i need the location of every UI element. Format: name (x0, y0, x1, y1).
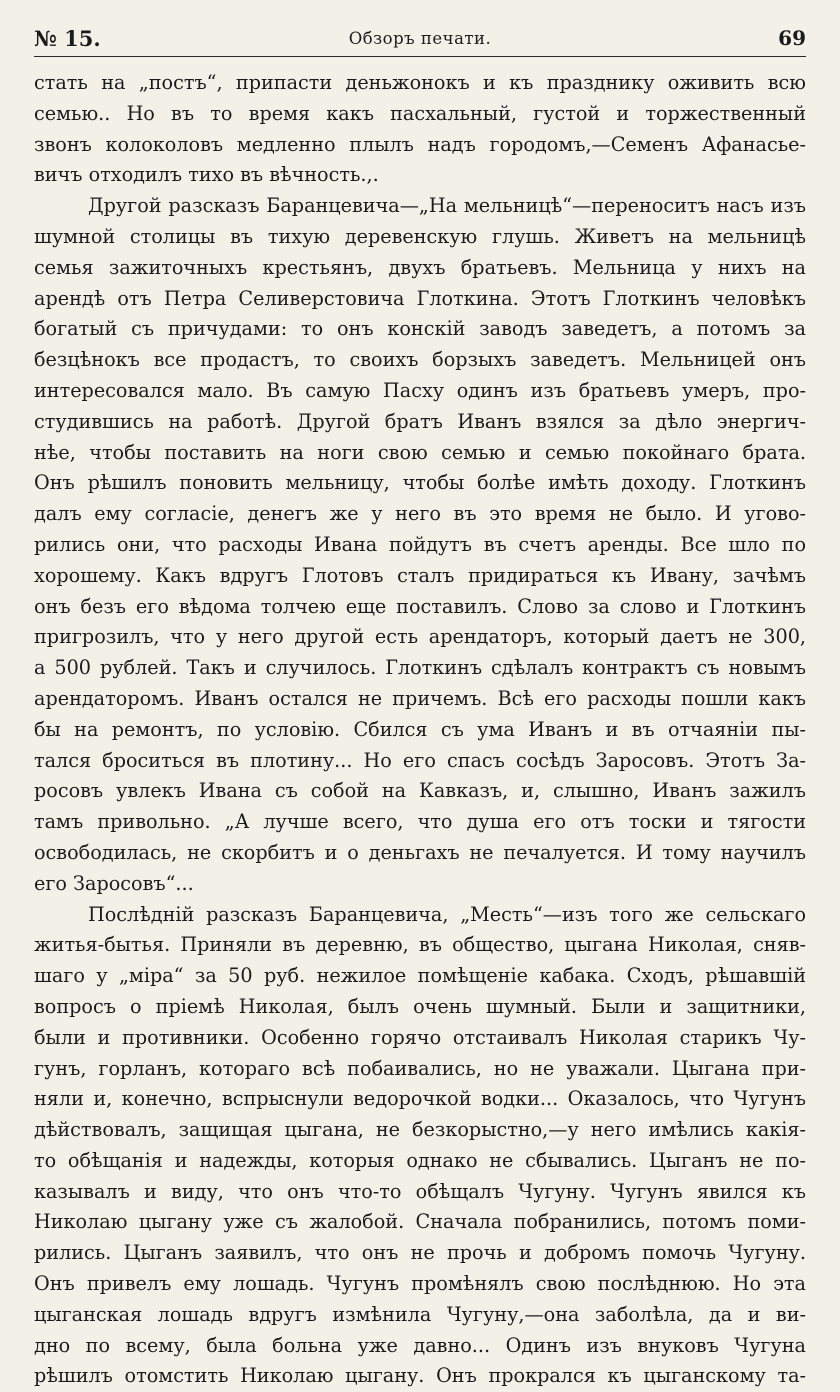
text-line: рились. Цыганъ заявилъ, что онъ не прочь и добромъ помочь Чугуну. (34, 1241, 806, 1265)
text-line: гунъ, горланъ, котораго всѣ побаивались, но не уважали. Цыгана при- (34, 1056, 806, 1080)
text-line: рились они, что расходы Ивана пойдутъ въ счетъ аренды. Все шло по (34, 532, 806, 556)
text-line: няли и, конечно, вспрыснули ведорочкой водки... Оказалось, что Чугунъ (34, 1087, 806, 1111)
text-line: то обѣщанія и надежды, которыя однако не сбывались. Цыганъ не по- (34, 1148, 806, 1172)
text-line: бы на ремонтъ, по условію. Сбился съ ума Иванъ и въ отчаяніи пы- (34, 717, 806, 741)
text-line: дно по всему, была больна уже давно... Одинъ изъ внуковъ Чугуна (34, 1333, 806, 1357)
text-line: безцѣнокъ все продастъ, то своихъ борзыхъ заведетъ. Мельницей онъ (34, 348, 806, 372)
text-line: казывалъ и виду, что онъ что-то обѣщалъ Чугуну. Чугунъ явился къ (34, 1179, 806, 1203)
text-line: вопросъ о пріемѣ Николая, былъ очень шумный. Были и защитники, (34, 994, 806, 1018)
text-line: тался броситься въ плотину... Но его спасъ сосѣдъ Заросовъ. Этотъ За- (34, 748, 806, 772)
text-line: его Заросовъ“... (34, 871, 194, 895)
text-line: хорошему. Какъ вдругъ Глотовъ сталъ придираться къ Ивану, зачѣмъ (34, 563, 806, 587)
text-line: стать на „постъ“, припасти деньжонокъ и къ празднику оживить всю (34, 71, 806, 94)
text-line: а 500 рублей. Такъ и случилось. Глоткинъ сдѣлалъ контрактъ съ новымъ (34, 656, 806, 680)
text-line: далъ ему согласіе, денегъ же у него въ это время не было. И угово- (34, 502, 806, 526)
text-line: рѣшилъ отомстить Николаю цыгану. Онъ прокрался къ цыганскому та- (34, 1364, 806, 1388)
text-line: житья-бытья. Приняли въ деревню, въ общество, цыгана Николая, сняв- (34, 933, 806, 957)
text-line: Онъ привелъ ему лошадь. Чугунъ промѣнялъ свою послѣднюю. Но эта (34, 1272, 806, 1296)
text-line: Николаю цыгану уже съ жалобой. Сначала побранились, потомъ поми- (34, 1210, 806, 1234)
text-line: тамъ привольно. „А лучше всего, что душа его отъ тоски и тягости (34, 810, 806, 834)
text-line: вичъ отходилъ тихо въ вѣчность.,. (34, 163, 379, 187)
text-line: цыганская лошадь вдругъ измѣнила Чугуну,—она заболѣла, да и ви- (34, 1302, 806, 1326)
text-line: шаго у „міра“ за 50 руб. нежилое помѣщеніе кабака. Сходъ, рѣшавшій (34, 964, 806, 988)
text-line: росовъ увлекъ Ивана съ собой на Кавказъ, и, слышно, Иванъ зажилъ (34, 779, 806, 803)
text-line: интересовался мало. Въ самую Пасху одинъ изъ братьевъ умеръ, про- (34, 378, 806, 402)
text-line: семью.. Но въ то время какъ пасхальный, густой и торжественный (34, 101, 806, 125)
text-line: онъ безъ его вѣдома толчею еще поставилъ. Слово за слово и Глоткинъ (34, 594, 806, 618)
text-line: нѣе, чтобы поставить на ноги свою семью и семью покойнаго брата. (34, 440, 806, 464)
text-line: Другой разсказъ Баранцевича—„На мельницѣ“—переноситъ насъ изъ (88, 194, 806, 218)
text-line: арендѣ отъ Петра Селиверстовича Глоткина. Этотъ Глоткинъ человѣкъ (34, 286, 806, 310)
text-line: пригрозилъ, что у него другой есть арендаторъ, который даетъ не 300, (34, 625, 806, 649)
text-line: шумной столицы въ тихую деревенскую глушь. Живетъ на мельницѣ (34, 224, 806, 248)
text-line: богатый съ причудами: то онъ конскій заводъ заведетъ, а потомъ за (34, 317, 806, 341)
text-line: арендаторомъ. Иванъ остался не причемъ. Всѣ его расходы пошли какъ (34, 686, 806, 710)
text-line: студившись на работѣ. Другой братъ Иванъ взялся за дѣло энергич- (34, 409, 806, 433)
issue-number: № 15. (34, 26, 101, 51)
body-text (34, 68, 806, 1392)
text-line: семья зажиточныхъ крестьянъ, двухъ братьевъ. Мельница у нихъ на (34, 255, 806, 279)
text-line: дѣйствовалъ, защищая цыгана, не безкорыстно,—у него имѣлись какія- (34, 1118, 806, 1142)
section-title: Обзоръ печати. (348, 29, 492, 48)
text-line: Послѣдній разсказъ Баранцевича, „Месть“—изъ того же сельскаго (88, 902, 806, 926)
text-line: звонъ колоколовъ медленно плылъ надъ городомъ,—Семенъ Афанасье- (34, 132, 806, 156)
book-page (34, 22, 806, 1388)
running-header (34, 22, 806, 57)
text-line: освободилась, не скорбитъ и о деньгахъ не печалуется. И тому научилъ (34, 840, 806, 864)
page-number: 69 (778, 26, 806, 50)
text-line: были и противники. Особенно горячо отстаивалъ Николая старикъ Чу- (34, 1025, 806, 1049)
text-line: Онъ рѣшилъ поновить мельницу, чтобы болѣе имѣть доходу. Глоткинъ (34, 471, 806, 495)
